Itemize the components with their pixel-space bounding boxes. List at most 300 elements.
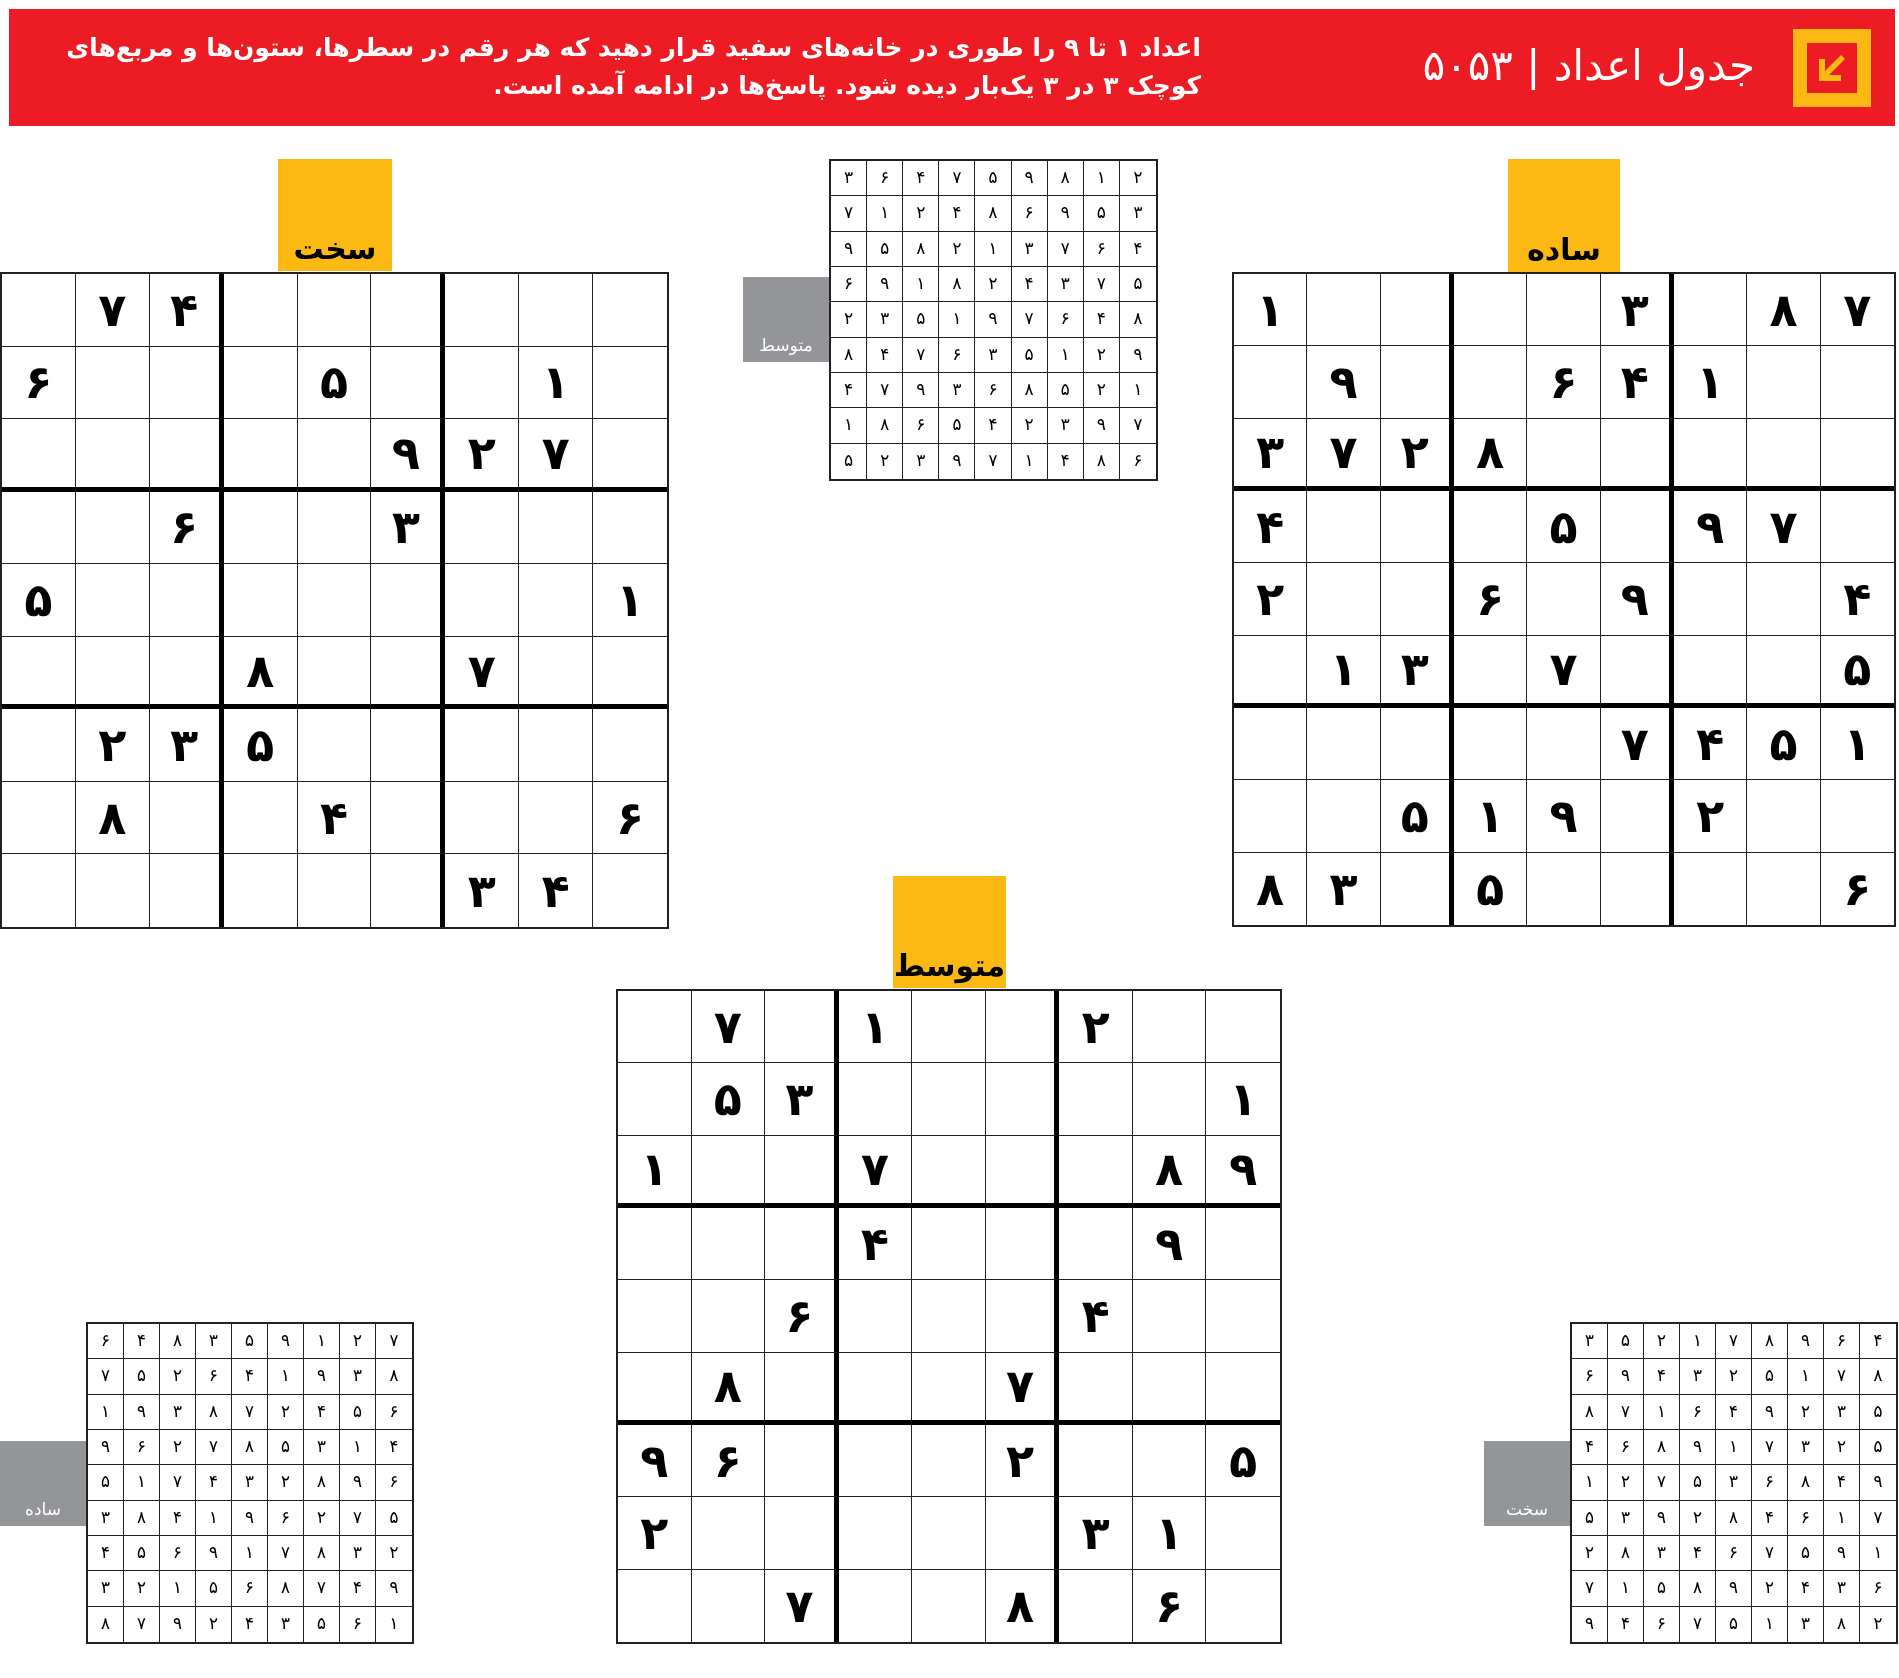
- sudoku-cell[interactable]: [298, 564, 372, 637]
- answer-cell: ۸: [1048, 161, 1084, 196]
- answer-cell: ۵: [1572, 1501, 1608, 1536]
- sudoku-cell[interactable]: ۶: [2, 347, 76, 420]
- answer-cell: ۴: [376, 1430, 412, 1465]
- sudoku-cell[interactable]: [150, 564, 224, 637]
- sudoku-cell[interactable]: ۳: [765, 1063, 839, 1135]
- sudoku-cell[interactable]: [1454, 491, 1527, 563]
- sudoku-cell[interactable]: [2, 274, 76, 347]
- sudoku-cell[interactable]: [618, 1570, 692, 1642]
- answer-cell: ۲: [1644, 1324, 1680, 1359]
- sudoku-cell[interactable]: [1601, 419, 1674, 491]
- sudoku-cell[interactable]: ۹: [1133, 1208, 1207, 1280]
- sudoku-cell[interactable]: [224, 564, 298, 637]
- answer-cell: ۱: [1752, 1607, 1788, 1642]
- sudoku-cell[interactable]: [692, 1136, 766, 1208]
- answer-cell: ۶: [232, 1571, 268, 1606]
- sudoku-cell[interactable]: [692, 1208, 766, 1280]
- sudoku-cell[interactable]: ۱: [1454, 780, 1527, 852]
- sudoku-cell[interactable]: ۷: [692, 991, 766, 1063]
- sudoku-cell[interactable]: [1454, 636, 1527, 708]
- sudoku-cell[interactable]: [1747, 419, 1820, 491]
- sudoku-cell[interactable]: [618, 1063, 692, 1135]
- sudoku-cell[interactable]: [593, 492, 667, 565]
- sudoku-cell[interactable]: ۷: [839, 1136, 913, 1208]
- answer-cell: ۶: [1788, 1501, 1824, 1536]
- sudoku-cell[interactable]: [445, 782, 519, 855]
- sudoku-cell[interactable]: [1307, 780, 1380, 852]
- sudoku-cell[interactable]: ۴: [519, 854, 593, 927]
- sudoku-cell[interactable]: [912, 1063, 986, 1135]
- answer-cell: ۷: [975, 444, 1011, 479]
- sudoku-cell[interactable]: [150, 347, 224, 420]
- sudoku-cell[interactable]: [1234, 780, 1307, 852]
- answer-cell: ۴: [1752, 1501, 1788, 1536]
- answer-cell: ۵: [1120, 267, 1156, 302]
- sudoku-cell[interactable]: ۷: [1747, 491, 1820, 563]
- answer-cell: ۵: [1680, 1465, 1716, 1500]
- answer-cell: ۳: [268, 1607, 304, 1642]
- answer-cell: ۶: [376, 1465, 412, 1500]
- sudoku-cell[interactable]: [839, 1570, 913, 1642]
- sudoku-cell[interactable]: ۷: [1601, 708, 1674, 780]
- sudoku-cell[interactable]: [1454, 708, 1527, 780]
- sudoku-cell[interactable]: [224, 492, 298, 565]
- answer-cell: ۷: [939, 161, 975, 196]
- sudoku-cell[interactable]: [445, 347, 519, 420]
- sudoku-cell[interactable]: [1381, 491, 1454, 563]
- sudoku-cell[interactable]: [1307, 708, 1380, 780]
- sudoku-cell[interactable]: [150, 854, 224, 927]
- sudoku-cell[interactable]: [839, 1497, 913, 1569]
- answer-cell: ۳: [1824, 1395, 1860, 1430]
- sudoku-cell[interactable]: [1674, 274, 1747, 346]
- sudoku-cell[interactable]: [445, 492, 519, 565]
- sudoku-cell[interactable]: [765, 1497, 839, 1569]
- sudoku-cell[interactable]: [1059, 1063, 1133, 1135]
- sudoku-cell[interactable]: ۱: [1674, 346, 1747, 418]
- sudoku-cell[interactable]: [593, 419, 667, 492]
- sudoku-cell[interactable]: [912, 1425, 986, 1497]
- sudoku-cell[interactable]: ۹: [618, 1425, 692, 1497]
- sudoku-cell[interactable]: [1206, 1208, 1280, 1280]
- sudoku-cell[interactable]: ۲: [1059, 991, 1133, 1063]
- sudoku-cell[interactable]: ۴: [1601, 346, 1674, 418]
- sudoku-cell[interactable]: [593, 854, 667, 927]
- sudoku-cell[interactable]: [519, 492, 593, 565]
- answer-cell: ۶: [1012, 196, 1048, 231]
- answer-cell: ۹: [304, 1359, 340, 1394]
- sudoku-cell[interactable]: [1234, 346, 1307, 418]
- sudoku-cell[interactable]: ۵: [1454, 853, 1527, 925]
- sudoku-cell[interactable]: [1381, 346, 1454, 418]
- sudoku-cell[interactable]: ۷: [445, 637, 519, 710]
- sudoku-cell[interactable]: ۷: [1821, 274, 1894, 346]
- sudoku-cell[interactable]: [1307, 274, 1380, 346]
- sudoku-cell[interactable]: [912, 1280, 986, 1352]
- sudoku-cell[interactable]: ۷: [76, 274, 150, 347]
- sudoku-cell[interactable]: ۸: [986, 1570, 1060, 1642]
- sudoku-cell[interactable]: [986, 991, 1060, 1063]
- sudoku-cell[interactable]: ۲: [1381, 419, 1454, 491]
- sudoku-cell[interactable]: [1527, 708, 1600, 780]
- sudoku-cell[interactable]: [1674, 419, 1747, 491]
- sudoku-cell[interactable]: [371, 564, 445, 637]
- sudoku-cell[interactable]: [371, 347, 445, 420]
- sudoku-cell[interactable]: ۵: [1747, 708, 1820, 780]
- sudoku-cell[interactable]: [1133, 1280, 1207, 1352]
- sudoku-cell[interactable]: ۷: [519, 419, 593, 492]
- sudoku-cell[interactable]: [1059, 1425, 1133, 1497]
- sudoku-cell[interactable]: ۱: [839, 991, 913, 1063]
- sudoku-cell[interactable]: [1674, 853, 1747, 925]
- sudoku-cell[interactable]: [1601, 636, 1674, 708]
- answer-cell: ۵: [1608, 1324, 1644, 1359]
- sudoku-cell[interactable]: [1381, 708, 1454, 780]
- sudoku-cell[interactable]: [150, 782, 224, 855]
- sudoku-cell[interactable]: [371, 637, 445, 710]
- sudoku-cell[interactable]: [593, 637, 667, 710]
- sudoku-cell[interactable]: ۵: [1206, 1425, 1280, 1497]
- answer-cell: ۷: [831, 196, 867, 231]
- sudoku-cell[interactable]: [2, 709, 76, 782]
- sudoku-cell[interactable]: [519, 637, 593, 710]
- answer-cell: ۴: [232, 1359, 268, 1394]
- sudoku-cell[interactable]: [912, 991, 986, 1063]
- sudoku-cell[interactable]: [986, 1208, 1060, 1280]
- sudoku-cell[interactable]: [1747, 853, 1820, 925]
- sudoku-cell[interactable]: [986, 1136, 1060, 1208]
- sudoku-cell[interactable]: ۱: [1206, 1063, 1280, 1135]
- sudoku-cell[interactable]: [912, 1353, 986, 1425]
- answer-cell: ۱: [903, 267, 939, 302]
- sudoku-cell[interactable]: ۸: [1234, 853, 1307, 925]
- sudoku-cell[interactable]: ۹: [1527, 780, 1600, 852]
- sudoku-cell[interactable]: ۲: [618, 1497, 692, 1569]
- answer-cell: ۷: [1860, 1501, 1896, 1536]
- sudoku-cell[interactable]: [224, 419, 298, 492]
- sudoku-cell[interactable]: [593, 347, 667, 420]
- sudoku-cell[interactable]: ۷: [1527, 636, 1600, 708]
- sudoku-cell[interactable]: [1527, 853, 1600, 925]
- sudoku-cell[interactable]: ۴: [1234, 491, 1307, 563]
- answer-cell: ۹: [1084, 408, 1120, 443]
- answer-cell: ۱: [939, 302, 975, 337]
- sudoku-cell[interactable]: ۱: [519, 347, 593, 420]
- sudoku-cell[interactable]: [76, 637, 150, 710]
- sudoku-cell[interactable]: ۸: [1747, 274, 1820, 346]
- sudoku-cell[interactable]: [371, 709, 445, 782]
- sudoku-cell[interactable]: [371, 274, 445, 347]
- sudoku-cell[interactable]: [224, 274, 298, 347]
- sudoku-cell[interactable]: [839, 1353, 913, 1425]
- answer-cell: ۳: [1048, 408, 1084, 443]
- sudoku-cell[interactable]: [1133, 1425, 1207, 1497]
- sudoku-cell[interactable]: ۹: [1674, 491, 1747, 563]
- answer-cell: ۹: [124, 1395, 160, 1430]
- sudoku-cell[interactable]: [1234, 708, 1307, 780]
- sudoku-cell[interactable]: ۱: [1307, 636, 1380, 708]
- sudoku-cell[interactable]: [839, 1063, 913, 1135]
- sudoku-cell[interactable]: [298, 854, 372, 927]
- sudoku-cell[interactable]: ۲: [445, 419, 519, 492]
- answer-cell: ۸: [1608, 1536, 1644, 1571]
- sudoku-cell[interactable]: ۱: [1133, 1497, 1207, 1569]
- sudoku-cell[interactable]: [1601, 780, 1674, 852]
- sudoku-cell[interactable]: ۶: [1454, 563, 1527, 635]
- answer-cell: ۶: [903, 408, 939, 443]
- answer-cell: ۹: [939, 444, 975, 479]
- sudoku-cell[interactable]: [371, 854, 445, 927]
- sudoku-cell[interactable]: ۸: [692, 1353, 766, 1425]
- sudoku-cell[interactable]: [519, 782, 593, 855]
- sudoku-cell[interactable]: [1674, 563, 1747, 635]
- sudoku-cell[interactable]: [2, 854, 76, 927]
- answer-cell: ۸: [1644, 1430, 1680, 1465]
- sudoku-cell[interactable]: ۴: [1674, 708, 1747, 780]
- sudoku-cell[interactable]: ۷: [1307, 419, 1380, 491]
- sudoku-cell[interactable]: [1206, 1280, 1280, 1352]
- sudoku-cell[interactable]: [1601, 491, 1674, 563]
- sudoku-cell[interactable]: [298, 709, 372, 782]
- sudoku-cell[interactable]: ۸: [1133, 1136, 1207, 1208]
- sudoku-cell[interactable]: ۳: [1307, 853, 1380, 925]
- sudoku-cell[interactable]: ۳: [1601, 274, 1674, 346]
- sudoku-cell[interactable]: ۷: [765, 1570, 839, 1642]
- sudoku-cell[interactable]: [1601, 853, 1674, 925]
- sudoku-cell[interactable]: ۹: [1307, 346, 1380, 418]
- sudoku-cell[interactable]: ۶: [1843, 861, 1872, 916]
- sudoku-cell[interactable]: [224, 347, 298, 420]
- sudoku-cell[interactable]: ۲: [986, 1425, 1060, 1497]
- sudoku-cell[interactable]: ۹: [1601, 563, 1674, 635]
- sudoku-cell[interactable]: [1527, 274, 1600, 346]
- sudoku-cell[interactable]: [298, 274, 372, 347]
- sudoku-cell[interactable]: ۵: [1381, 780, 1454, 852]
- sudoku-cell[interactable]: ۱: [593, 564, 667, 637]
- sudoku-cell[interactable]: [765, 1353, 839, 1425]
- sudoku-cell[interactable]: [1059, 1136, 1133, 1208]
- sudoku-cell[interactable]: [1381, 853, 1454, 925]
- answer-cell: ۶: [268, 1501, 304, 1536]
- sudoku-cell[interactable]: [1381, 274, 1454, 346]
- answer-cell: ۷: [1572, 1571, 1608, 1606]
- sudoku-cell[interactable]: [519, 274, 593, 347]
- sudoku-cell[interactable]: ۸: [224, 637, 298, 710]
- sudoku-cell[interactable]: [692, 1570, 766, 1642]
- sudoku-cell[interactable]: ۶: [1527, 346, 1600, 418]
- sudoku-cell[interactable]: [1747, 636, 1820, 708]
- answer-cell: ۷: [1680, 1607, 1716, 1642]
- sudoku-cell[interactable]: [150, 419, 224, 492]
- sudoku-cell[interactable]: ۵: [298, 347, 372, 420]
- sudoku-cell[interactable]: [298, 492, 372, 565]
- sudoku-cell[interactable]: [298, 419, 372, 492]
- sudoku-cell[interactable]: [912, 1497, 986, 1569]
- sudoku-cell[interactable]: [765, 1136, 839, 1208]
- sudoku-cell[interactable]: [2, 782, 76, 855]
- sudoku-cell[interactable]: [445, 709, 519, 782]
- answer-cell: ۲: [831, 302, 867, 337]
- sudoku-cell[interactable]: [1821, 780, 1894, 852]
- sudoku-cell[interactable]: [986, 1497, 1060, 1569]
- sudoku-cell[interactable]: [593, 274, 667, 347]
- sudoku-cell[interactable]: [765, 1208, 839, 1280]
- sudoku-cell[interactable]: [1059, 1353, 1133, 1425]
- sudoku-cell[interactable]: [1234, 636, 1307, 708]
- sudoku-cell[interactable]: [150, 637, 224, 710]
- sudoku-cell[interactable]: [1454, 274, 1527, 346]
- sudoku-cell[interactable]: [224, 782, 298, 855]
- sudoku-cell[interactable]: [1059, 1208, 1133, 1280]
- sudoku-cell[interactable]: ۱: [1234, 274, 1307, 346]
- sudoku-cell[interactable]: [1133, 1353, 1207, 1425]
- answer-cell: ۲: [1716, 1359, 1752, 1394]
- answer-cell: ۱: [1120, 373, 1156, 408]
- answer-cell: ۴: [903, 161, 939, 196]
- sudoku-cell[interactable]: ۳: [371, 492, 445, 565]
- sudoku-cell[interactable]: [1747, 346, 1820, 418]
- sudoku-cell[interactable]: [1381, 563, 1454, 635]
- sudoku-cell[interactable]: [593, 709, 667, 782]
- sudoku-cell[interactable]: ۴: [150, 274, 224, 347]
- answer-cell: ۸: [903, 232, 939, 267]
- sudoku-cell[interactable]: [519, 564, 593, 637]
- sudoku-cell[interactable]: [1821, 346, 1894, 418]
- sudoku-cell[interactable]: [371, 782, 445, 855]
- sudoku-cell[interactable]: [839, 1280, 913, 1352]
- answer-cell: ۹: [268, 1324, 304, 1359]
- sudoku-cell[interactable]: [2, 637, 76, 710]
- answer-cell: ۷: [124, 1607, 160, 1642]
- sudoku-cell[interactable]: [1059, 1570, 1133, 1642]
- answer-cell: ۶: [1644, 1607, 1680, 1642]
- answer-cell: ۳: [1716, 1465, 1752, 1500]
- sudoku-cell[interactable]: [76, 347, 150, 420]
- sudoku-cell[interactable]: [76, 419, 150, 492]
- sudoku-cell[interactable]: ۶: [150, 492, 224, 565]
- sudoku-cell[interactable]: ۳: [445, 854, 519, 927]
- sudoku-cell[interactable]: [1747, 780, 1820, 852]
- answer-cell: ۹: [975, 302, 1011, 337]
- sudoku-cell[interactable]: ۳: [1234, 419, 1307, 491]
- sudoku-cell[interactable]: ۵: [224, 709, 298, 782]
- sudoku-cell[interactable]: [912, 1136, 986, 1208]
- sudoku-cell[interactable]: ۲: [76, 709, 150, 782]
- sudoku-cell[interactable]: [1454, 346, 1527, 418]
- sudoku-cell[interactable]: [1821, 419, 1894, 491]
- sudoku-cell[interactable]: [2, 419, 76, 492]
- sudoku-cell[interactable]: ۵: [1527, 491, 1600, 563]
- sudoku-cell[interactable]: [1307, 491, 1380, 563]
- sudoku-cell[interactable]: [76, 564, 150, 637]
- sudoku-cell[interactable]: ۳: [1381, 636, 1454, 708]
- sudoku-cell[interactable]: [618, 1353, 692, 1425]
- sudoku-cell[interactable]: [1206, 1570, 1280, 1642]
- sudoku-cell[interactable]: [692, 1280, 766, 1352]
- sudoku-cell[interactable]: ۸: [76, 782, 150, 855]
- sudoku-cell[interactable]: [445, 274, 519, 347]
- sudoku-cell[interactable]: [1206, 991, 1280, 1063]
- sudoku-cell[interactable]: [1747, 563, 1820, 635]
- sudoku-cell[interactable]: ۶: [765, 1280, 839, 1352]
- sudoku-cell[interactable]: [1206, 1497, 1280, 1569]
- sudoku-cell[interactable]: ۵: [692, 1063, 766, 1135]
- sudoku-cell[interactable]: ۲: [1674, 780, 1747, 852]
- answer-cell: ۱: [124, 1465, 160, 1500]
- sudoku-cell[interactable]: ۴: [1059, 1280, 1133, 1352]
- answer-cell: ۳: [867, 302, 903, 337]
- sudoku-cell[interactable]: [1821, 491, 1894, 563]
- sudoku-cell[interactable]: [445, 564, 519, 637]
- sudoku-cell[interactable]: [76, 492, 150, 565]
- sudoku-cell[interactable]: [692, 1497, 766, 1569]
- sudoku-cell[interactable]: [1307, 563, 1380, 635]
- sudoku-cell[interactable]: ۴: [839, 1208, 913, 1280]
- sudoku-cell[interactable]: ۹: [371, 419, 445, 492]
- sudoku-cell[interactable]: ۸: [1454, 419, 1527, 491]
- answer-cell: ۲: [1084, 373, 1120, 408]
- sudoku-cell[interactable]: [1133, 991, 1207, 1063]
- sudoku-cell[interactable]: [765, 1425, 839, 1497]
- sudoku-cell[interactable]: ۹: [1206, 1136, 1280, 1208]
- sudoku-cell[interactable]: [986, 1280, 1060, 1352]
- answer-cell: ۶: [975, 373, 1011, 408]
- sudoku-cell[interactable]: ۴: [1821, 563, 1894, 635]
- answer-cell: ۲: [975, 267, 1011, 302]
- sudoku-cell[interactable]: [1674, 636, 1747, 708]
- sudoku-cell[interactable]: ۲: [1234, 563, 1307, 635]
- sudoku-cell[interactable]: [912, 1570, 986, 1642]
- sudoku-cell[interactable]: [618, 1280, 692, 1352]
- sudoku-cell[interactable]: ۱: [1821, 708, 1894, 780]
- sudoku-cell[interactable]: ۶: [1133, 1570, 1207, 1642]
- sudoku-cell[interactable]: [839, 1425, 913, 1497]
- sudoku-cell[interactable]: [618, 1208, 692, 1280]
- sudoku-cell[interactable]: [76, 854, 150, 927]
- sudoku-cell[interactable]: [1133, 1063, 1207, 1135]
- easy-label: ساده: [1508, 159, 1620, 272]
- sudoku-cell[interactable]: [1206, 1353, 1280, 1425]
- sudoku-cell[interactable]: [912, 1208, 986, 1280]
- sudoku-cell[interactable]: ۵: [1821, 636, 1894, 708]
- answer-tag-medium: متوسط: [743, 277, 829, 362]
- sudoku-cell[interactable]: [519, 709, 593, 782]
- sudoku-cell[interactable]: [618, 991, 692, 1063]
- sudoku-cell[interactable]: ۵: [2, 564, 76, 637]
- sudoku-cell[interactable]: [986, 1063, 1060, 1135]
- sudoku-cell[interactable]: [298, 637, 372, 710]
- sudoku-cell[interactable]: ۶: [692, 1425, 766, 1497]
- sudoku-cell[interactable]: ۳: [150, 709, 224, 782]
- sudoku-cell[interactable]: [765, 991, 839, 1063]
- answer-cell: ۹: [1644, 1501, 1680, 1536]
- sudoku-cell[interactable]: ۷: [986, 1353, 1060, 1425]
- sudoku-cell[interactable]: [1527, 419, 1600, 491]
- sudoku-cell[interactable]: [2, 492, 76, 565]
- answer-cell: ۲: [1788, 1395, 1824, 1430]
- answer-cell: ۵: [1084, 196, 1120, 231]
- answer-cell: ۵: [340, 1395, 376, 1430]
- answer-cell: ۱: [196, 1501, 232, 1536]
- sudoku-cell[interactable]: ۳: [1059, 1497, 1133, 1569]
- sudoku-cell[interactable]: ۱: [618, 1136, 692, 1208]
- answer-cell: ۶: [1048, 302, 1084, 337]
- sudoku-cell[interactable]: ۴: [298, 782, 372, 855]
- sudoku-cell[interactable]: [1527, 563, 1600, 635]
- answer-cell: ۴: [1084, 302, 1120, 337]
- sudoku-cell[interactable]: [224, 854, 298, 927]
- sudoku-cell[interactable]: ۶: [593, 782, 667, 855]
